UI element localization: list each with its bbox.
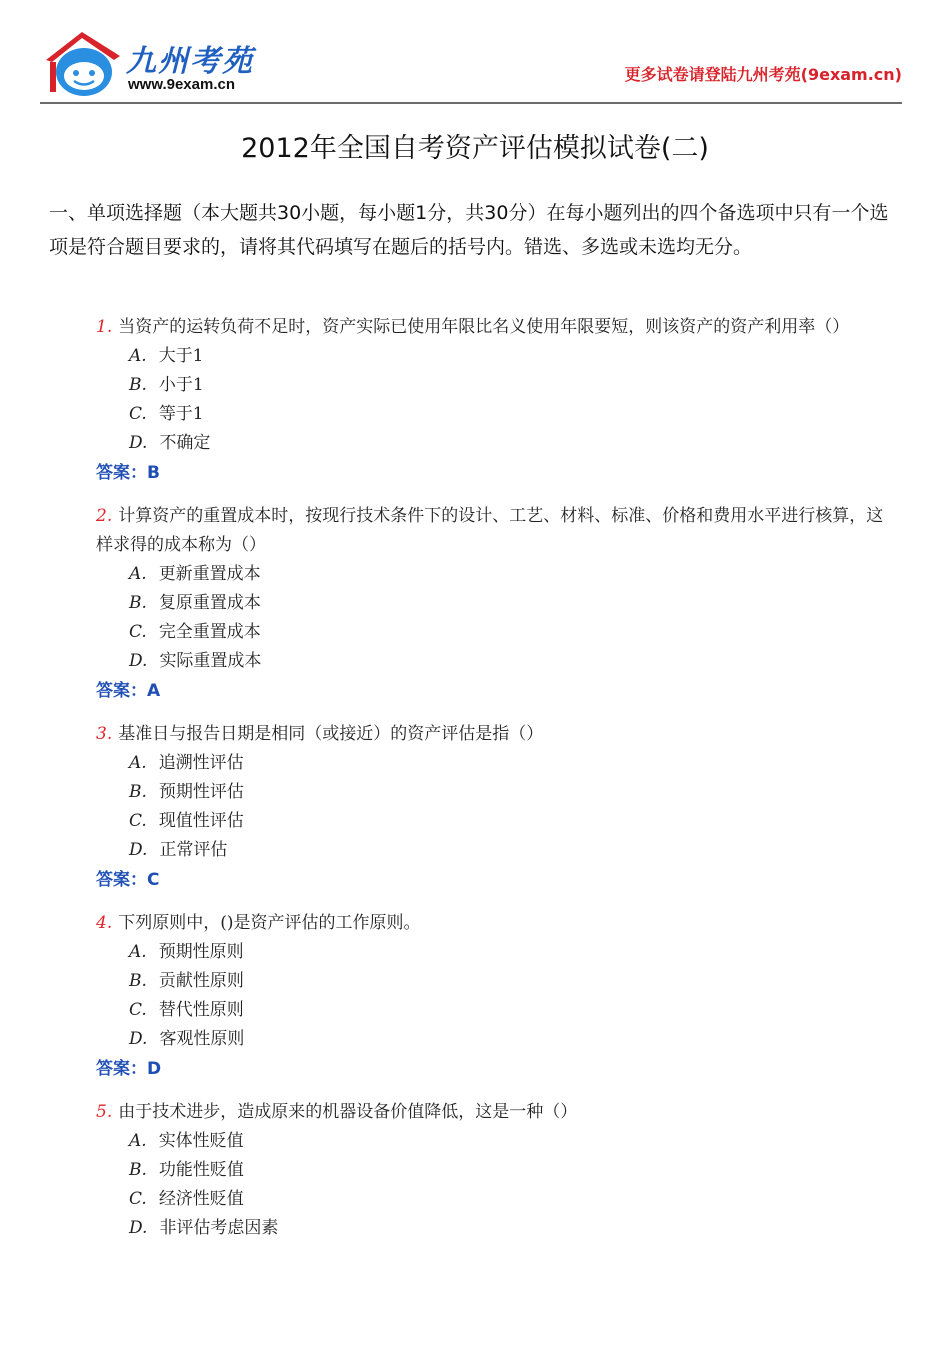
question-item <box>96 909 896 1084</box>
question-stem <box>96 909 896 938</box>
site-logo[interactable] <box>40 26 270 102</box>
question-text: 当资产的运转负荷不足时，资产实际已使用年限比名义使用年限要短，则该资产的资产利用率（） <box>118 317 850 337</box>
option-letter: C. <box>129 1000 147 1020</box>
option-letter: B. <box>129 1160 147 1180</box>
option-text: 非评估考虑因素 <box>159 1218 279 1238</box>
question-text: 计算资产的重置成本时，按现行技术条件下的设计、工艺、材料、标准、价格和费用水平进行核算，这样求得的成本称为（） <box>96 506 884 555</box>
option-letter: A. <box>129 753 147 773</box>
option-c <box>129 618 896 647</box>
option-text: 正常评估 <box>159 840 228 860</box>
page-header <box>40 26 902 106</box>
question-number: 5. <box>96 1102 113 1122</box>
question-list <box>96 313 896 1257</box>
option-d <box>129 1214 896 1243</box>
question-text: 下列原则中，()是资产评估的工作原则。 <box>118 913 421 933</box>
option-list <box>96 1127 896 1243</box>
logo-house-icon <box>40 26 124 102</box>
option-text: 更新重置成本 <box>158 564 261 584</box>
option-letter: D. <box>129 840 148 860</box>
option-c <box>129 400 896 429</box>
option-letter: B. <box>129 971 147 991</box>
option-a <box>129 560 896 589</box>
option-text: 实际重置成本 <box>159 651 262 671</box>
option-list <box>96 938 896 1054</box>
option-text: 贡献性原则 <box>158 971 244 991</box>
option-b <box>129 371 896 400</box>
option-letter: D. <box>129 1029 148 1049</box>
option-letter: D. <box>129 651 148 671</box>
option-d <box>129 1025 896 1054</box>
option-text: 完全重置成本 <box>158 622 261 642</box>
option-letter: A. <box>129 346 147 366</box>
logo-name: 九州考苑 <box>126 44 254 79</box>
option-a <box>129 342 896 371</box>
option-letter: C. <box>129 622 147 642</box>
option-b <box>129 778 896 807</box>
page-title: 2012年全国自考资产评估模拟试卷(二) <box>241 133 709 164</box>
question-number: 1. <box>96 317 113 337</box>
option-text: 经济性贬值 <box>158 1189 244 1209</box>
question-stem <box>96 313 896 342</box>
question-number: 4. <box>96 913 113 933</box>
answer-label: 答案：A <box>96 681 161 701</box>
option-d <box>129 647 896 676</box>
header-divider <box>40 102 902 104</box>
option-b <box>129 967 896 996</box>
option-text: 实体性贬值 <box>158 1131 244 1151</box>
option-text: 追溯性评估 <box>158 753 244 773</box>
option-text: 不确定 <box>159 433 211 453</box>
answer-label: 答案：B <box>96 463 160 483</box>
option-letter: B. <box>129 593 147 613</box>
option-letter: C. <box>129 1189 147 1209</box>
section-heading: 一、单项选择题（本大题共30小题，每小题1分，共30分）在每小题列出的四个备选项中只有一个选项是符合题目要求的，请将其代码填写在题后的括号内。错选、多选或未选均无分。 <box>49 202 889 258</box>
question-stem <box>96 502 896 560</box>
option-letter: A. <box>129 564 147 584</box>
option-text: 功能性贬值 <box>158 1160 244 1180</box>
option-d <box>129 429 896 458</box>
option-text: 预期性评估 <box>158 782 244 802</box>
answer-label: 答案：D <box>96 1059 162 1079</box>
option-letter: B. <box>129 782 147 802</box>
option-text: 等于1 <box>158 404 204 424</box>
option-list <box>96 749 896 865</box>
option-text: 替代性原则 <box>158 1000 244 1020</box>
option-text: 现值性评估 <box>158 811 244 831</box>
question-number: 2. <box>96 506 113 526</box>
option-text: 客观性原则 <box>159 1029 245 1049</box>
answer-label: 答案：C <box>96 870 160 890</box>
question-number: 3. <box>96 724 113 744</box>
question-text: 基准日与报告日期是相同（或接近）的资产评估是指（） <box>118 724 544 744</box>
option-letter: A. <box>129 942 147 962</box>
option-text: 小于1 <box>158 375 204 395</box>
option-letter: D. <box>129 433 148 453</box>
option-letter: B. <box>129 375 147 395</box>
option-a <box>129 749 896 778</box>
option-d <box>129 836 896 865</box>
question-stem <box>96 1098 896 1127</box>
option-b <box>129 589 896 618</box>
option-list <box>96 560 896 676</box>
option-b <box>129 1156 896 1185</box>
question-item <box>96 1098 896 1243</box>
more-papers-link[interactable]: 更多试卷请登陆九州考苑(9exam.cn) <box>624 65 902 84</box>
question-stem <box>96 720 896 749</box>
option-text: 预期性原则 <box>158 942 244 962</box>
option-c <box>129 1185 896 1214</box>
option-c <box>129 807 896 836</box>
option-list <box>96 342 896 458</box>
question-text: 由于技术进步，造成原来的机器设备价值降低，这是一种（） <box>118 1102 578 1122</box>
option-a <box>129 1127 896 1156</box>
option-letter: A. <box>129 1131 147 1151</box>
option-a <box>129 938 896 967</box>
question-item <box>96 313 896 488</box>
option-text: 复原重置成本 <box>158 593 261 613</box>
option-text: 大于1 <box>158 346 204 366</box>
option-letter: D. <box>129 1218 148 1238</box>
logo-url: www.9exam.cn <box>128 76 235 93</box>
option-letter: C. <box>129 404 147 424</box>
question-item <box>96 720 896 895</box>
question-item <box>96 502 896 706</box>
option-letter: C. <box>129 811 147 831</box>
option-c <box>129 996 896 1025</box>
